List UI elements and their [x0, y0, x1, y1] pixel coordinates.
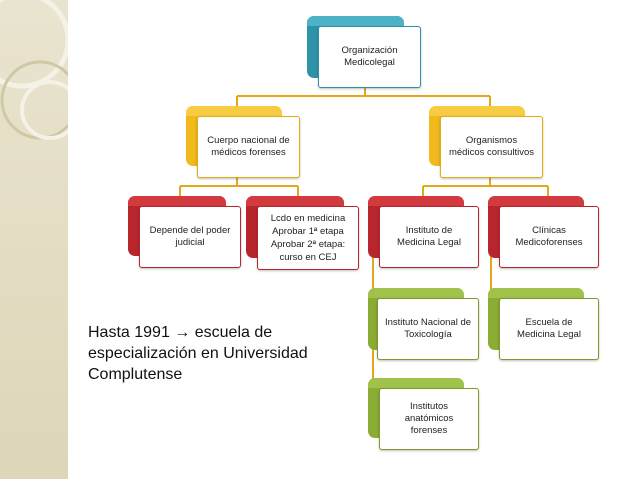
- right-arrow-icon: →: [174, 324, 191, 341]
- connector-organismos-children: [423, 178, 548, 196]
- node-text: Institutos: [409, 401, 449, 412]
- node-instituto-medicina-legal: [368, 196, 464, 258]
- node-text: Aprobar 2ª etapa:: [270, 238, 346, 250]
- history-note: [88, 322, 338, 385]
- node-organismos-consultivos: [429, 106, 534, 166]
- note-text: escuela de especialización en Universidad Complutense: [88, 324, 308, 383]
- node-text: Aprobar 1ª etapa: [272, 225, 344, 237]
- node-text: Medicina Legal: [397, 237, 461, 248]
- node-text: Cuerpo nacional de: [207, 135, 290, 146]
- node-escuela-medicina-legal: [488, 288, 584, 350]
- node-text: Instituto Nacional de: [384, 317, 472, 328]
- node-text: Escuela de: [525, 317, 573, 328]
- node-text: médicos consultivos: [448, 147, 534, 158]
- node-text: Medicina Legal: [517, 329, 581, 340]
- node-requisitos-lcdo: [246, 196, 346, 263]
- node-text: judicial: [175, 237, 205, 248]
- node-text: Organismos: [465, 135, 518, 146]
- node-instituto-toxicologia: [368, 288, 472, 350]
- node-text: curso en CEJ: [279, 251, 337, 263]
- node-text: médicos forenses: [211, 147, 286, 158]
- node-text: Lcdo en medicina: [270, 212, 346, 224]
- node-text: Depende del poder: [149, 225, 231, 236]
- node-text: Medicolegal: [344, 57, 395, 68]
- node-text: forenses: [410, 425, 448, 436]
- connector-cuerpo-children: [180, 178, 298, 196]
- node-text: Organización: [341, 45, 398, 56]
- node-text: Clínicas: [532, 225, 566, 236]
- note-year: Hasta 1991: [88, 324, 170, 341]
- node-depende-poder-judicial: [128, 196, 231, 256]
- node-organizacion-medicolegal: [307, 16, 404, 78]
- node-cuerpo-nacional: [186, 106, 290, 166]
- node-text: Toxicología: [404, 329, 452, 340]
- node-clinicas-medicoforenses: [488, 196, 584, 258]
- node-text: Medicoforenses: [515, 237, 583, 248]
- node-institutos-anatomicos: [368, 378, 464, 438]
- node-text: Instituto de: [405, 225, 453, 236]
- node-text: anatómicos: [404, 413, 454, 424]
